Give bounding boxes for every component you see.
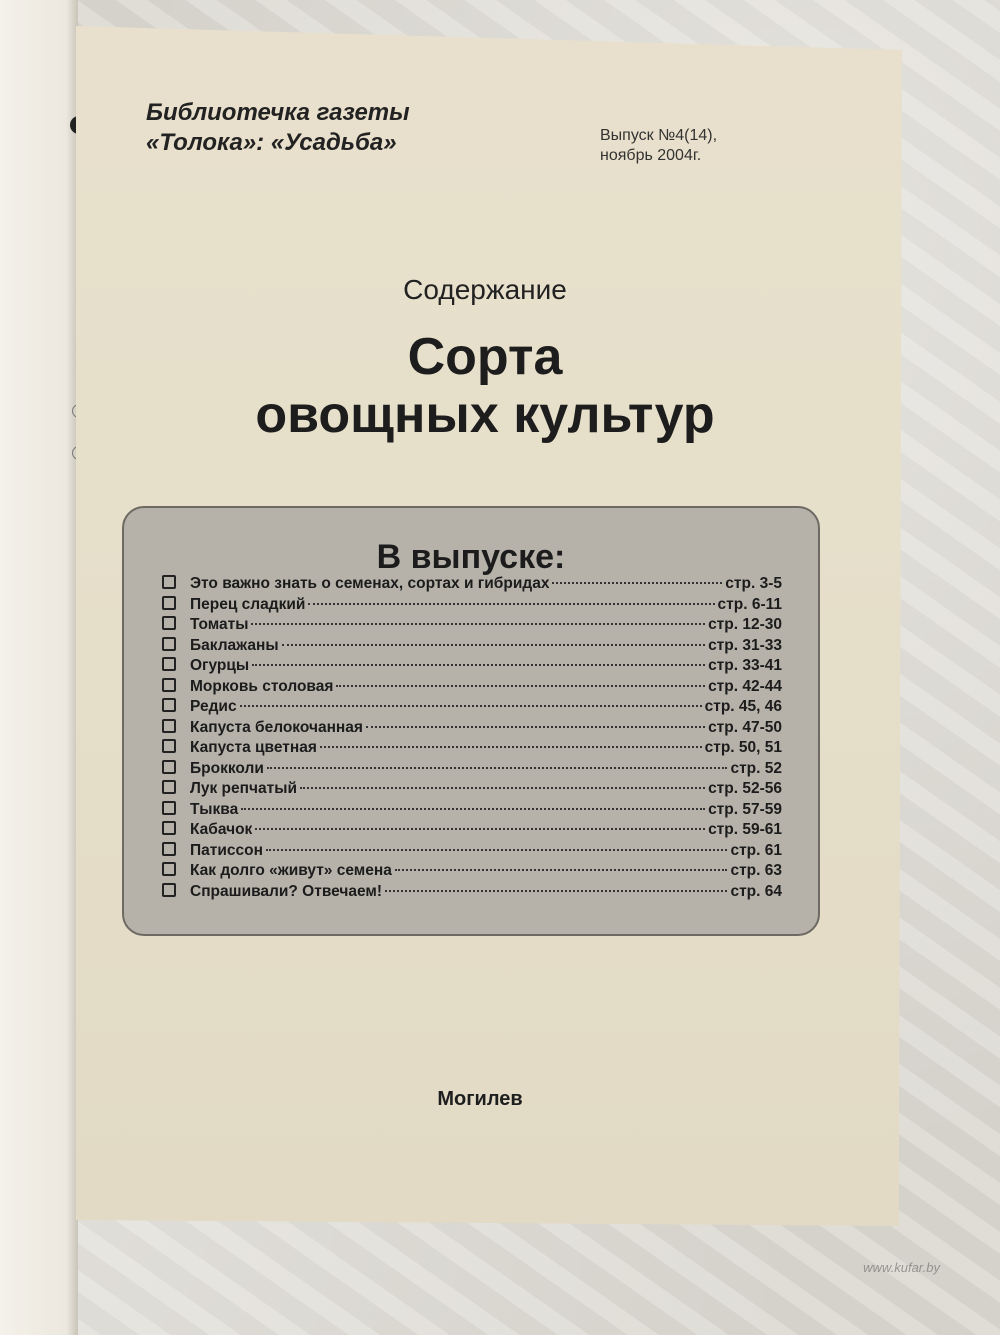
dot-leader xyxy=(255,828,705,830)
toc-item-page: стр. 64 xyxy=(730,882,782,900)
toc-item-title: Это важно знать о семенах, сортах и гибридах xyxy=(190,575,550,592)
toc-item-title: Тыква xyxy=(190,800,239,818)
dot-leader xyxy=(552,582,722,584)
dot-leader xyxy=(308,603,714,605)
checkbox-icon xyxy=(162,760,176,774)
toc-item xyxy=(162,677,782,698)
dot-leader xyxy=(300,787,705,789)
checkbox-icon xyxy=(162,719,176,733)
toc-item xyxy=(162,656,782,677)
toc-list xyxy=(162,574,782,902)
series-line-2: «Толока»: «Усадьба» xyxy=(146,129,397,156)
toc-item-page: стр. 50, 51 xyxy=(704,739,782,756)
watermark: www.kufar.by xyxy=(863,1260,940,1275)
toc-item-title: Огурцы xyxy=(190,657,250,674)
toc-item-title: Томаты xyxy=(190,616,249,633)
previous-page-edge xyxy=(0,0,78,1335)
toc-item-page: стр. 61 xyxy=(730,841,782,859)
dot-leader xyxy=(366,726,705,728)
dot-leader xyxy=(240,705,702,707)
toc-item-page: стр. 3-5 xyxy=(725,575,782,592)
dot-leader xyxy=(241,808,705,810)
checkbox-icon xyxy=(162,596,176,610)
checkbox-icon xyxy=(162,657,176,671)
toc-item-title: Баклажаны xyxy=(190,636,279,654)
title-line-2: овощных культур xyxy=(255,386,715,444)
toc-item xyxy=(162,574,782,595)
toc-item xyxy=(162,697,782,718)
toc-item-page: стр. 47-50 xyxy=(708,718,782,736)
checkbox-icon xyxy=(162,862,176,876)
publication-city: Могилев xyxy=(437,1088,523,1110)
toc-item-page: стр. 59-61 xyxy=(708,821,782,838)
dot-leader xyxy=(395,869,728,871)
series-line-1: Библиотечка газеты xyxy=(146,99,410,126)
toc-item-page: стр. 12-30 xyxy=(708,616,782,633)
issue-info xyxy=(600,126,800,166)
page-title xyxy=(200,328,770,444)
toc-item-title: Кабачок xyxy=(190,821,253,838)
toc-item-page: стр. 57-59 xyxy=(708,800,782,818)
toc-item xyxy=(162,615,782,636)
toc-item-page: стр. 52 xyxy=(730,759,782,777)
checkbox-icon xyxy=(162,698,176,712)
contents-label: Содержание xyxy=(403,274,567,305)
toc-item-title: Перец сладкий xyxy=(190,595,306,613)
toc-item-title: Морковь столовая xyxy=(190,677,334,695)
toc-item-page: стр. 31-33 xyxy=(708,636,782,654)
dot-leader xyxy=(252,664,705,666)
checkbox-icon xyxy=(162,883,176,897)
checkbox-icon xyxy=(162,821,176,835)
toc-item xyxy=(162,800,782,821)
toc-item xyxy=(162,861,782,882)
checkbox-icon xyxy=(162,637,176,651)
toc-item xyxy=(162,882,782,903)
toc-item-page: стр. 45, 46 xyxy=(704,698,782,715)
toc-item xyxy=(162,759,782,780)
toc-item xyxy=(162,718,782,739)
toc-item xyxy=(162,841,782,862)
toc-item-title: Как долго «живут» семена xyxy=(190,862,392,879)
toc-item-page: стр. 52-56 xyxy=(708,780,782,797)
toc-item-page: стр. 42-44 xyxy=(708,677,782,695)
dot-leader xyxy=(267,767,728,769)
dot-leader xyxy=(282,644,705,646)
toc-item-title: Патиссон xyxy=(190,841,263,859)
toc-item-page: стр. 63 xyxy=(730,862,782,879)
toc-item-title: Лук репчатый xyxy=(190,780,297,797)
issue-date: ноябрь 2004г. xyxy=(600,147,702,164)
checkbox-icon xyxy=(162,780,176,794)
toc-heading: В выпуске: xyxy=(376,538,566,576)
checkbox-icon xyxy=(162,616,176,630)
toc-box xyxy=(122,506,820,936)
checkbox-icon xyxy=(162,801,176,815)
toc-item xyxy=(162,636,782,657)
checkbox-icon xyxy=(162,842,176,856)
checkbox-icon xyxy=(162,575,176,589)
toc-item-page: стр. 6-11 xyxy=(717,595,782,613)
dot-leader xyxy=(336,685,705,687)
checkbox-icon xyxy=(162,678,176,692)
toc-item xyxy=(162,779,782,800)
toc-item-page: стр. 33-41 xyxy=(708,657,782,674)
toc-item xyxy=(162,820,782,841)
toc-item-title: Брокколи xyxy=(190,759,264,777)
series-title xyxy=(146,98,526,158)
toc-item-title: Редис xyxy=(190,698,237,715)
toc-item xyxy=(162,595,782,616)
dot-leader xyxy=(251,623,705,625)
dot-leader xyxy=(266,849,728,851)
dot-leader xyxy=(385,890,727,892)
checkbox-icon xyxy=(162,739,176,753)
toc-item-title: Капуста цветная xyxy=(190,739,317,756)
issue-number: Выпуск №4(14), xyxy=(600,127,718,144)
dot-leader xyxy=(320,746,702,748)
toc-item-title: Спрашивали? Отвечаем! xyxy=(190,882,383,900)
toc-item xyxy=(162,738,782,759)
toc-item-title: Капуста белокочанная xyxy=(190,718,363,736)
title-line-1: Сорта xyxy=(407,328,563,386)
